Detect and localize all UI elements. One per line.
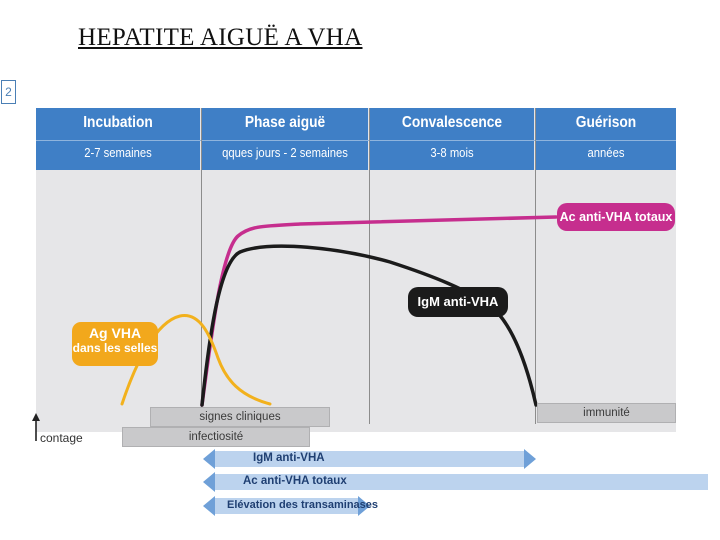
slide-number-badge: 2 <box>1 80 16 104</box>
infectiosite-strip: infectiosité <box>122 427 310 447</box>
phase-name: Convalescence <box>401 114 503 131</box>
phase-duration: qques jours - 2 semaines <box>222 146 348 160</box>
arrow-left-icon <box>203 472 215 492</box>
phase-name: Phase aiguë <box>244 114 326 131</box>
igm-curve <box>202 246 536 405</box>
signes-cliniques-strip: signes cliniques <box>150 407 330 427</box>
arrow-label: Elévation des transaminases <box>227 499 379 511</box>
phase-name: Incubation <box>83 114 153 131</box>
arrow-label: Ac anti-VHA totaux <box>243 475 347 487</box>
ac-total-label: Ac anti-VHA totaux <box>557 203 675 231</box>
ag-label-line2: dans les selles <box>72 341 158 355</box>
contage-arrow-icon <box>32 413 40 441</box>
arrow-left-icon <box>203 449 215 469</box>
phase-duration: années <box>587 146 625 160</box>
igm-label: IgM anti-VHA <box>408 287 508 317</box>
arrow-right-icon <box>524 449 536 469</box>
immunite-strip: immunité <box>537 403 676 423</box>
arrow-label: IgM anti-VHA <box>253 452 325 464</box>
ac-duration-arrow <box>203 472 708 492</box>
transaminases-arrow <box>203 496 379 516</box>
page-title: HEPATITE AIGUË A VHA <box>78 24 363 51</box>
arrow-left-icon <box>203 496 215 516</box>
phase-name: Guérison <box>575 114 637 131</box>
ag-vha-label <box>72 322 158 366</box>
contage-label: contage <box>40 431 83 445</box>
phase-duration: 3-8 mois <box>430 146 474 160</box>
ag-label-line1: Ag VHA <box>88 325 142 341</box>
igm-duration-arrow <box>203 449 524 469</box>
phase-duration: 2-7 semaines <box>84 146 152 160</box>
